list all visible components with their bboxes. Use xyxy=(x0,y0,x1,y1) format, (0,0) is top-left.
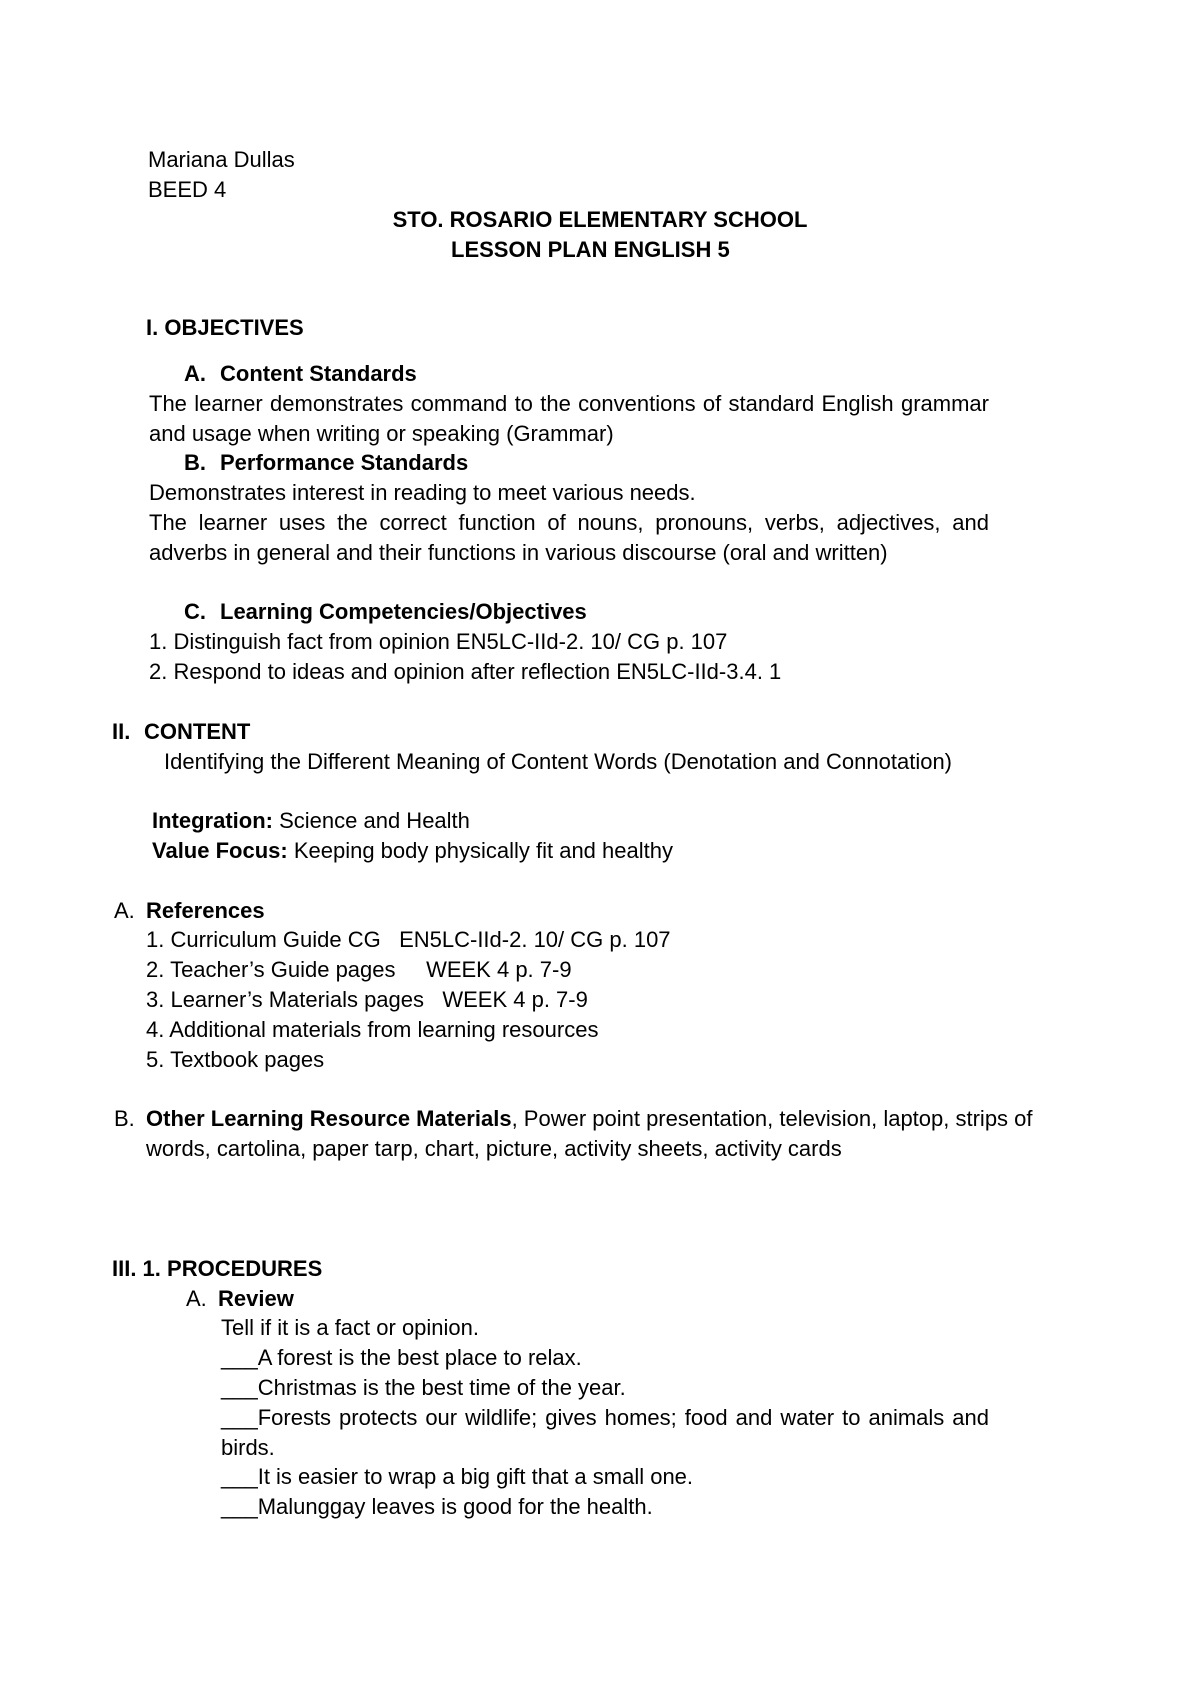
performance-standards-heading xyxy=(184,448,468,478)
performance-standards-marker: B. xyxy=(184,450,206,475)
course-label: BEED 4 xyxy=(148,177,227,202)
reference-item: 1. Curriculum Guide CG EN5LC-IId-2. 10/ CG p. 107 xyxy=(146,927,671,952)
review-heading xyxy=(186,1284,294,1314)
content-standards-heading xyxy=(184,359,417,389)
content-standards-title: Content Standards xyxy=(220,361,417,386)
other-materials-paragraph xyxy=(146,1104,1036,1163)
reference-item: 4. Additional materials from learning resources xyxy=(146,1017,599,1042)
competencies-marker: C. xyxy=(184,599,206,624)
competency-item: 2. Respond to ideas and opinion after reflection EN5LC-IId-3.4. 1 xyxy=(149,659,782,684)
integration-line xyxy=(152,806,470,836)
integration-label: Integration: xyxy=(152,808,273,833)
references-title: References xyxy=(146,898,265,923)
performance-standards-line2: The learner uses the correct function of nouns, pronouns, verbs, adjectives, and adverbs in general and their functions in various discourse (oral and written) xyxy=(149,510,989,565)
other-materials-title: Other Learning Resource Materials xyxy=(146,1106,512,1131)
performance-standards-line1: Demonstrates interest in reading to meet various needs. xyxy=(149,480,696,505)
objectives-heading: I. OBJECTIVES xyxy=(146,315,304,340)
review-item: ___Christmas is the best time of the year. xyxy=(221,1375,626,1400)
references-heading xyxy=(114,896,265,926)
content-heading xyxy=(112,717,250,747)
reference-item: 5. Textbook pages xyxy=(146,1047,325,1072)
review-item: ___A forest is the best place to relax. xyxy=(221,1345,582,1370)
performance-standards-title: Performance Standards xyxy=(220,450,469,475)
content-standards-text: The learner demonstrates command to the conventions of standard English grammar and usage when writing or speaking (Grammar) xyxy=(149,391,989,446)
review-item: ___Malunggay leaves is good for the health. xyxy=(221,1494,653,1519)
review-item: ___It is easier to wrap a big gift that a small one. xyxy=(221,1464,694,1489)
reference-item: 2. Teacher’s Guide pages WEEK 4 p. 7-9 xyxy=(146,957,572,982)
review-title: Review xyxy=(218,1286,294,1311)
reference-item: 3. Learner’s Materials pages WEEK 4 p. 7-9 xyxy=(146,987,588,1012)
content-heading-text: CONTENT xyxy=(144,719,251,744)
value-focus-value: Keeping body physically fit and healthy xyxy=(287,838,673,863)
integration-value: Science and Health xyxy=(273,808,470,833)
content-marker: II. xyxy=(112,719,131,744)
review-instruction: Tell if it is a fact or opinion. xyxy=(221,1315,480,1340)
competencies-title: Learning Competencies/Objectives xyxy=(220,599,587,624)
content-topic: Identifying the Different Meaning of Content Words (Denotation and Connotation) xyxy=(164,749,953,774)
other-materials-marker: B. xyxy=(114,1106,135,1131)
review-item: ___Forests protects our wildlife; gives homes; food and water to animals and birds. xyxy=(221,1405,989,1460)
review-marker: A. xyxy=(186,1286,207,1311)
value-focus-line xyxy=(152,836,673,866)
content-standards-marker: A. xyxy=(184,361,206,386)
author-name: Mariana Dullas xyxy=(148,147,295,172)
school-name: STO. ROSARIO ELEMENTARY SCHOOL xyxy=(392,207,808,232)
competency-item: 1. Distinguish fact from opinion EN5LC-IId-2. 10/ CG p. 107 xyxy=(149,629,728,654)
competencies-heading xyxy=(184,597,587,627)
procedures-heading: III. 1. PROCEDURES xyxy=(112,1256,323,1281)
plan-title: LESSON PLAN ENGLISH 5 xyxy=(451,237,730,262)
other-materials-text: , Power point presentation, television, laptop, strips of words, cartolina, paper tarp, chart, picture, activity sheets, activity cards xyxy=(146,1106,1033,1161)
value-focus-label: Value Focus: xyxy=(152,838,288,863)
references-marker: A. xyxy=(114,898,135,923)
